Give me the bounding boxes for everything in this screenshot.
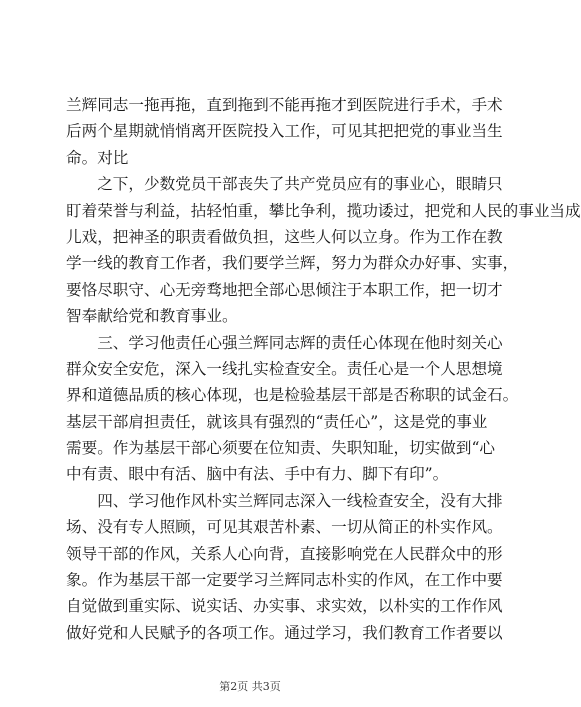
text-line: 兰辉同志一拖再拖，直到拖到不能再拖才到医院进行手术，手术 — [66, 96, 503, 114]
text-line: 中有责、眼中有活、脑中有法、手中有力、脚下有印”。 — [66, 465, 449, 484]
text-line: 领导干部的作风，关系人心向背，直接影响党在人民群众中的形 — [66, 544, 503, 563]
text-line: 命。对比 — [66, 148, 129, 167]
text-line: 象。作为基层干部一定要学习兰辉同志朴实的作风，在工作中要 — [66, 571, 503, 590]
text-line: 界和道德品质的核心体现，也是检验基层干部是否称职的试金石。 — [66, 386, 519, 405]
text-line: 学一线的教育工作者，我们要学兰辉，努力为群众办好事、实事， — [66, 254, 519, 273]
page-footer: 第2页 共3页 — [219, 680, 281, 693]
text-line: 做好党和人民赋予的各项工作。通过学习，我们教育工作者要以 — [66, 623, 503, 642]
text-line: 儿戏，把神圣的职责看做负担，这些人何以立身。作为工作在教 — [66, 227, 503, 246]
text-line: 智奉献给党和教育事业。 — [66, 307, 238, 326]
text-line: 盯着荣誉与利益，拈轻怕重，攀比争利，揽功诿过，把党和人民的事业当成 — [66, 201, 581, 220]
text-line: 三、学习他责任心强兰辉同志辉的责任心体现在他时刻关心 — [66, 333, 503, 352]
text-line: 群众安全安危，深入一线扎实检查安全。责任心是一个人思想境 — [66, 359, 503, 378]
text-line: 需要。作为基层干部心须要在位知责、失职知耻，切实做到“心 — [66, 439, 496, 458]
text-line: 自觉做到重实际、说实话、办实事、求实效，以朴实的工作作风 — [66, 597, 503, 616]
body-text — [66, 92, 581, 646]
text-line: 四、学习他作风朴实兰辉同志深入一线检查安全，没有大排 — [66, 491, 503, 510]
text-line: 场、没有专人照顾，可见其艰苦朴素、一切从简正的朴实作风。 — [66, 518, 503, 537]
text-line: 要恪尽职守、心无旁骛地把全部心思倾注于本职工作，把一切才 — [66, 280, 503, 299]
text-line: 后两个星期就悄悄离开医院投入工作，可见其把把党的事业当生 — [66, 122, 503, 141]
text-line: 基层干部肩担责任，就该具有强烈的“责任心”，这是党的事业 — [66, 412, 488, 431]
text-line: 之下，少数党员干部丧失了共产党员应有的事业心，眼睛只 — [66, 175, 503, 194]
